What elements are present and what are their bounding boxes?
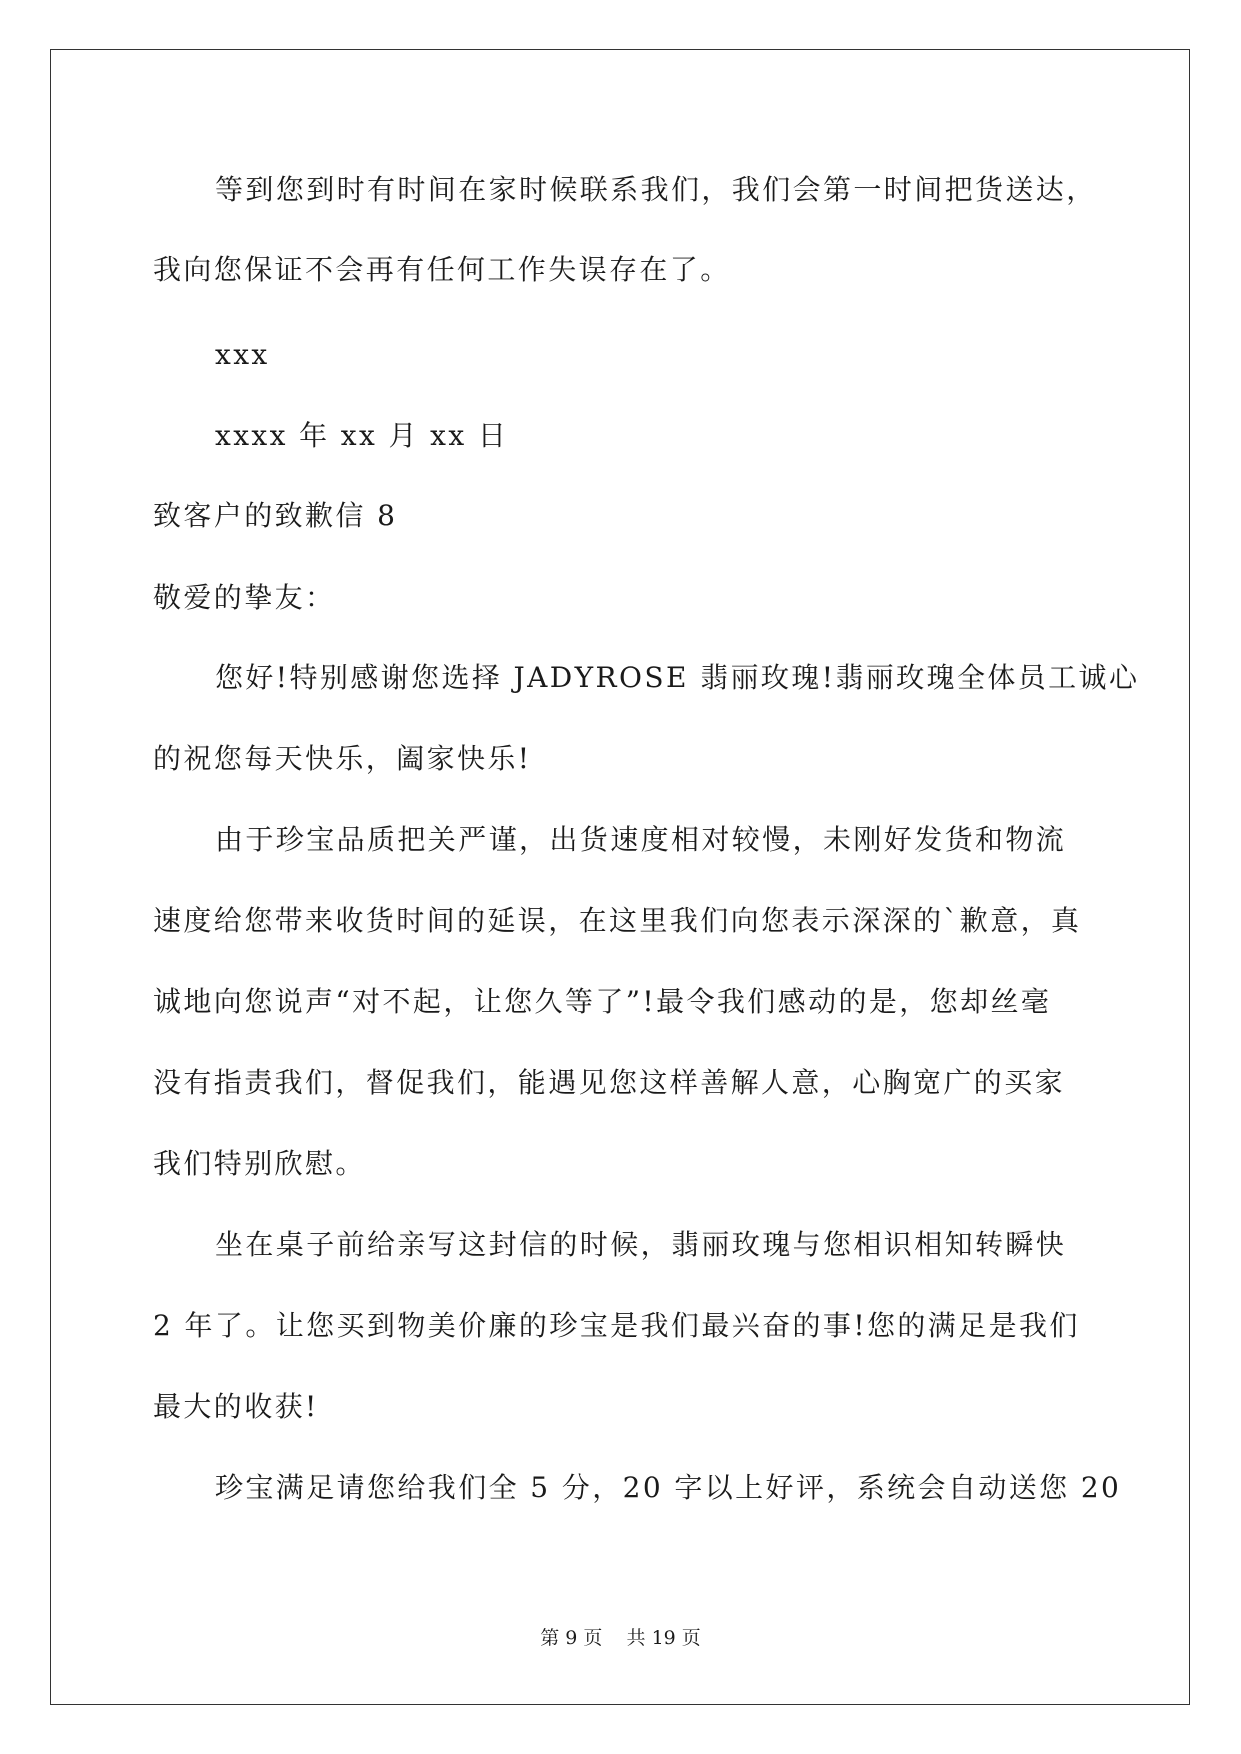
page-number: 第 9 页 共 19 页 (540, 1627, 701, 1649)
signature-date: xxxx 年 xx 月 xx 日 (215, 419, 509, 452)
paragraph-line: 由于珍宝品质把关严谨，出货速度相对较慢，未刚好发货和物流 (215, 823, 1067, 856)
paragraph-line: 坐在桌子前给亲写这封信的时候，翡丽玫瑰与您相识相知转瞬快 (215, 1228, 1067, 1261)
paragraph-line: 珍宝满足请您给我们全 5 分，20 字以上好评，系统会自动送您 20 (215, 1471, 1122, 1504)
section-title: 致客户的致歉信 8 (153, 499, 398, 532)
paragraph-line: 最大的收获! (153, 1390, 319, 1423)
page-border (50, 49, 1190, 1705)
paragraph-line: 诚地向您说声“对不起，让您久等了”!最令我们感动的是，您却丝毫 (153, 985, 1052, 1018)
paragraph-line: 2 年了。让您买到物美价廉的珍宝是我们最兴奋的事!您的满足是我们 (153, 1309, 1080, 1342)
paragraph-line: 没有指责我们，督促我们，能遇见您这样善解人意，心胸宽广的买家 (153, 1066, 1066, 1099)
paragraph-line: 的祝您每天快乐，阖家快乐! (153, 742, 532, 775)
paragraph-line: 我们特别欣慰。 (153, 1147, 366, 1180)
paragraph-line: 我向您保证不会再有任何工作失误存在了。 (153, 253, 731, 286)
paragraph-line: 速度给您带来收货时间的延误，在这里我们向您表示深深的`歉意，真 (153, 904, 1082, 937)
signature-name: xxx (215, 338, 270, 371)
paragraph-line: 等到您到时有时间在家时候联系我们，我们会第一时间把货送达， (215, 173, 1097, 206)
paragraph-line: 您好!特别感谢您选择 JADYROSE 翡丽玫瑰!翡丽玫瑰全体员工诚心 (215, 661, 1140, 694)
salutation: 敬爱的挚友： (153, 581, 336, 614)
